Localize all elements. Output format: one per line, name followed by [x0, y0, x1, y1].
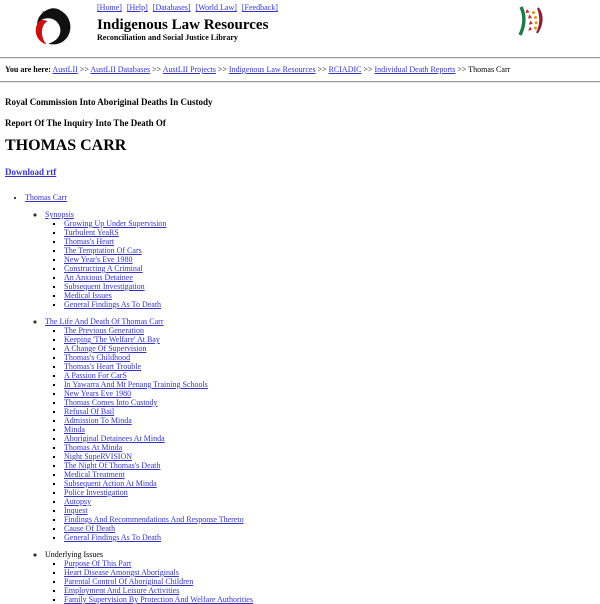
toc-root-item [25, 193, 600, 604]
toc-item-link[interactable]: Thomas's Heart Trouble [64, 362, 141, 371]
toc-item [64, 425, 600, 434]
breadcrumb-separator: >> [77, 65, 91, 74]
toc-item [64, 380, 600, 389]
main-content [0, 97, 600, 604]
toc-item-link[interactable]: Turbulent YeaRS [64, 228, 119, 237]
breadcrumb-link-individual-death-reports[interactable]: Individual Death Reports [374, 65, 456, 74]
toc-item [64, 362, 600, 371]
toc-item-link[interactable]: In Yawarra And Mt Penang Training Schools [64, 380, 208, 389]
toc-item-link[interactable]: Thomas Comes Into Custody [64, 398, 158, 407]
breadcrumb-separator: >> [215, 65, 229, 74]
divider-bottom [0, 81, 600, 83]
toc-item [64, 246, 600, 255]
toc-item-link[interactable]: Admission To Minda [64, 416, 132, 425]
reconciliation-library-logo-icon [512, 6, 546, 38]
toc-item [64, 443, 600, 452]
toc-item-link[interactable]: General Findings As To Death [64, 533, 162, 542]
toc-section-link-1[interactable]: The Life And Death Of Thomas Carr [45, 317, 164, 326]
toc-section [45, 317, 600, 542]
toc-item-link[interactable]: A Passion For CarS [64, 371, 127, 380]
toc-item [64, 407, 600, 416]
toc-item [64, 398, 600, 407]
nav-link-help[interactable]: [Help] [126, 3, 148, 12]
toc-item [64, 300, 600, 309]
toc-item [64, 577, 600, 586]
breadcrumb-separator: >> [315, 65, 329, 74]
toc-item [64, 497, 600, 506]
breadcrumb-link-austlii-projects[interactable]: AustLII Projects [162, 65, 216, 74]
toc-item [64, 586, 600, 595]
toc-item [64, 255, 600, 264]
toc-item [64, 416, 600, 425]
header-nav [97, 3, 281, 13]
report-heading: Report Of The Inquiry Into The Death Of [5, 118, 166, 128]
toc-item-link[interactable]: Growing Up Under Supervision [64, 219, 167, 228]
toc-item-link[interactable]: Cause Of Death [64, 524, 116, 533]
toc-item-link[interactable]: Subsequent Action At Minda [64, 479, 157, 488]
breadcrumb-separator: >> [150, 65, 163, 74]
toc-section [45, 550, 600, 604]
austlii-logo-icon[interactable] [29, 3, 75, 49]
toc-item-link[interactable]: A Change Of Supervision [64, 344, 147, 353]
toc-item-link[interactable]: Family Supervision By Protection And Welfare Authorities [64, 595, 253, 604]
toc-item-link[interactable]: Medical Issues [64, 291, 112, 300]
toc-item-link[interactable]: New Year's Eve 1980 [64, 255, 133, 264]
toc-item [64, 291, 600, 300]
toc-item-link[interactable]: The Temptation Of Cars [64, 246, 142, 255]
toc-item-link[interactable]: The Night Of Thomas's Death [64, 461, 161, 470]
breadcrumb [0, 59, 600, 76]
breadcrumb-link-rciadic[interactable]: RCIADIC [328, 65, 362, 74]
svg-text:AustLII: AustLII [40, 8, 64, 18]
toc-section [45, 210, 600, 309]
toc-item [64, 264, 600, 273]
toc-item [64, 282, 600, 291]
toc-item [64, 568, 600, 577]
toc-item [64, 228, 600, 237]
breadcrumb-link-indigenous-law-resources[interactable]: Indigenous Law Resources [228, 65, 316, 74]
toc-item [64, 533, 600, 542]
breadcrumb-link-austlii-databases[interactable]: AustLII Databases [90, 65, 151, 74]
toc-item [64, 237, 600, 246]
toc-item-list [45, 219, 600, 309]
breadcrumb-separator: >> [455, 65, 469, 74]
toc-root-list [5, 193, 600, 604]
nav-link-feedback[interactable]: [Feedback] [241, 3, 278, 12]
toc-item [64, 506, 600, 515]
toc-item-link[interactable]: Night SupeRVISION [64, 452, 133, 461]
toc-item [64, 219, 600, 228]
commission-heading: Royal Commission Into Aboriginal Deaths In Custody [5, 97, 213, 107]
toc-item-link[interactable]: The Previous Generation [64, 326, 144, 335]
breadcrumb-trail [52, 65, 510, 74]
page-title: THOMAS CARR [5, 137, 127, 154]
toc-item [64, 353, 600, 362]
toc-item [64, 461, 600, 470]
breadcrumb-link-austlii[interactable]: AustLII [52, 65, 78, 74]
nav-link-worldlaw[interactable]: [World Law] [195, 3, 237, 12]
toc-item-link[interactable]: Aboriginal Detainees At Minda [64, 434, 165, 443]
toc-item-link[interactable]: Keeping 'The Welfare' At Bay [64, 335, 160, 344]
toc-item-link[interactable]: Heart Disease Amongst Aboriginals [64, 568, 179, 577]
toc-section-list [25, 210, 600, 604]
toc-item [64, 470, 600, 479]
toc-item [64, 273, 600, 282]
toc-item-link[interactable]: Thomas At Minda [64, 443, 123, 452]
toc-item-link[interactable]: An Anxious Detainee [64, 273, 133, 282]
toc-item-link[interactable]: Purpose Of This Part [64, 559, 132, 568]
toc-item-link[interactable]: Refusal Of Bail [64, 407, 115, 416]
toc-item [64, 335, 600, 344]
toc-item [64, 488, 600, 497]
toc-item [64, 515, 600, 524]
toc-section-label-2: Underlying Issues [45, 550, 103, 559]
toc-item [64, 479, 600, 488]
breadcrumb-prefix: You are here: [5, 65, 51, 74]
breadcrumb-separator: >> [361, 65, 375, 74]
toc-item [64, 434, 600, 443]
toc-item-link[interactable]: Subsequent Investigation [64, 282, 145, 291]
toc-item [64, 452, 600, 461]
site-title: Indigenous Law Resources [97, 17, 269, 33]
download-rtf-link[interactable]: Download rtf [5, 167, 57, 177]
toc-item-link[interactable]: Constructing A Criminal [64, 264, 143, 273]
toc-section-link-0[interactable]: Synopsis [45, 210, 74, 219]
toc-item-link[interactable]: Findings And Recommendations And Response Thereto [64, 515, 244, 524]
toc-item-link[interactable]: General Findings As To Death [64, 300, 162, 309]
nav-link-databases[interactable]: [Databases] [152, 3, 191, 12]
site-subtitle: Reconciliation and Social Justice Library [97, 33, 238, 42]
toc-item [64, 524, 600, 533]
nav-link-home[interactable]: [Home] [97, 3, 122, 12]
toc-item [64, 389, 600, 398]
toc-item [64, 559, 600, 568]
toc-item [64, 344, 600, 353]
toc-item-list [45, 326, 600, 542]
toc-item-list [45, 559, 600, 604]
toc-item-link[interactable]: Thomas's Heart [64, 237, 115, 246]
toc-item-link[interactable]: Police Investigation [64, 488, 128, 497]
toc-item [64, 326, 600, 335]
toc-item-link[interactable]: Minda [64, 425, 85, 434]
toc-item-link[interactable]: New Years Eve 1980 [64, 389, 132, 398]
page-header [0, 0, 600, 56]
toc-root-link[interactable]: Thomas Carr [25, 193, 67, 202]
toc-item-link[interactable]: Autopsy [64, 497, 92, 506]
toc-item [64, 371, 600, 380]
toc-item-link[interactable]: Employment And Leisure Activities [64, 586, 180, 595]
toc-item-link[interactable]: Parental Control Of Aboriginal Children [64, 577, 194, 586]
toc-item-link[interactable]: Inquest [64, 506, 88, 515]
breadcrumb-current: Thomas Carr [468, 65, 511, 74]
toc-item-link[interactable]: Medical Treatment [64, 470, 125, 479]
toc-item-link[interactable]: Thomas's Childhood [64, 353, 131, 362]
